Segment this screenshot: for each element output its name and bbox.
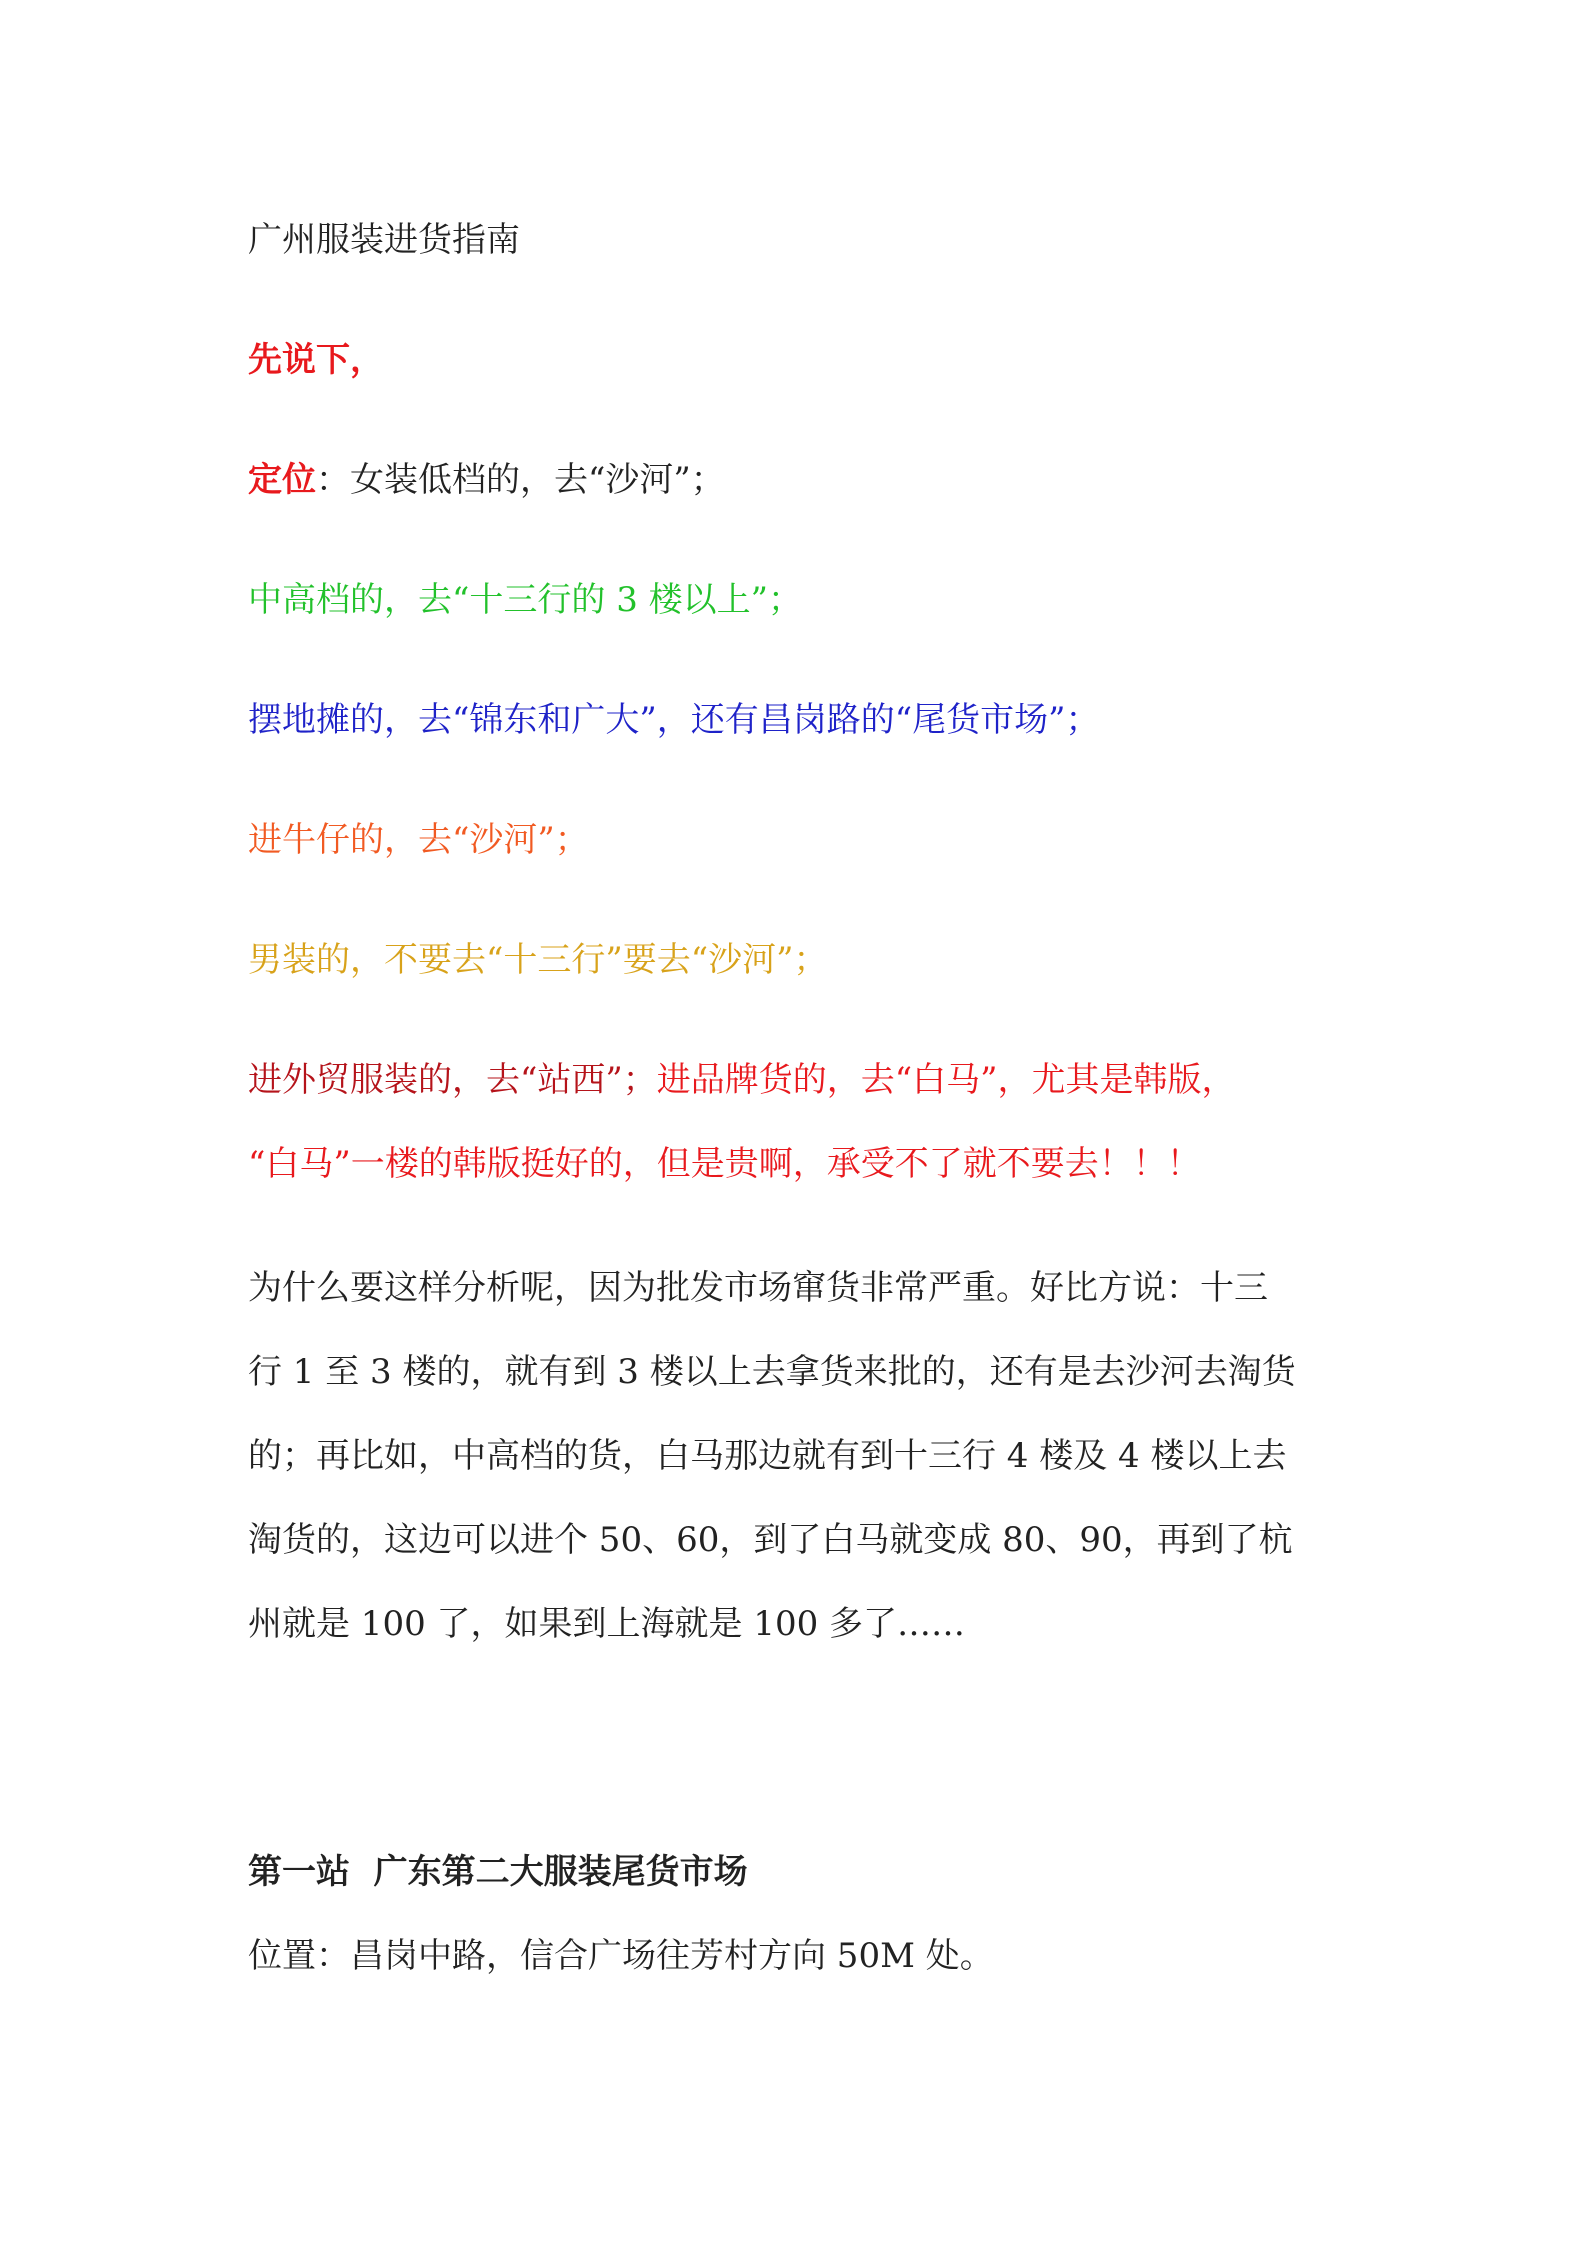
positioning-text: 女装低档的，去“沙河”；: [350, 460, 725, 500]
station1-location: 位置：昌岗中路，信合广场往芳村方向 50M 处。: [248, 1936, 994, 1976]
positioning-line: [248, 458, 1368, 502]
intro-line: 先说下，: [248, 340, 384, 380]
jeans-line: 进牛仔的，去“沙河”；: [248, 820, 589, 860]
analysis-line: 为什么要这样分析呢，因为批发市场窜货非常严重。好比方说：十三: [248, 1268, 1268, 1308]
brand-goods-text: 进品牌货的，去“白马”，尤其是韩版，: [656, 1060, 1236, 1100]
menswear-line: 男装的，不要去“十三行”要去“沙河”；: [248, 940, 828, 980]
foreign-trade-text: 进外贸服装的，去“站西”；: [248, 1060, 657, 1100]
street-stall-line: 摆地摊的，去“锦东和广大”，还有昌岗路的“尾货市场”；: [248, 700, 1100, 740]
mid-high-line: 中高档的，去“十三行的 3 楼以上”；: [248, 580, 803, 620]
analysis-paragraph: [248, 1266, 1358, 1686]
station1-heading: 第一站 广东第二大服装尾货市场: [248, 1852, 748, 1892]
analysis-line: 州就是 100 了，如果到上海就是 100 多了……: [248, 1604, 966, 1644]
analysis-line: 的；再比如，中高档的货，白马那边就有到十三行 4 楼及 4 楼以上去: [248, 1436, 1287, 1476]
analysis-line: 淘货的，这边可以进个 50、60，到了白马就变成 80、90，再到了杭: [248, 1520, 1293, 1560]
positioning-label: 定位: [248, 460, 316, 500]
document-title: 广州服装进货指南: [248, 220, 520, 260]
baima-note-line: “白马”一楼的韩版挺好的，但是贵啊，承受不了就不要去！！！: [248, 1144, 1201, 1184]
foreign-trade-brand-line: [248, 1058, 1368, 1102]
analysis-line: 行 1 至 3 楼的，就有到 3 楼以上去拿货来批的，还有是去沙河去淘货: [248, 1352, 1296, 1392]
positioning-colon: ：: [316, 460, 350, 500]
